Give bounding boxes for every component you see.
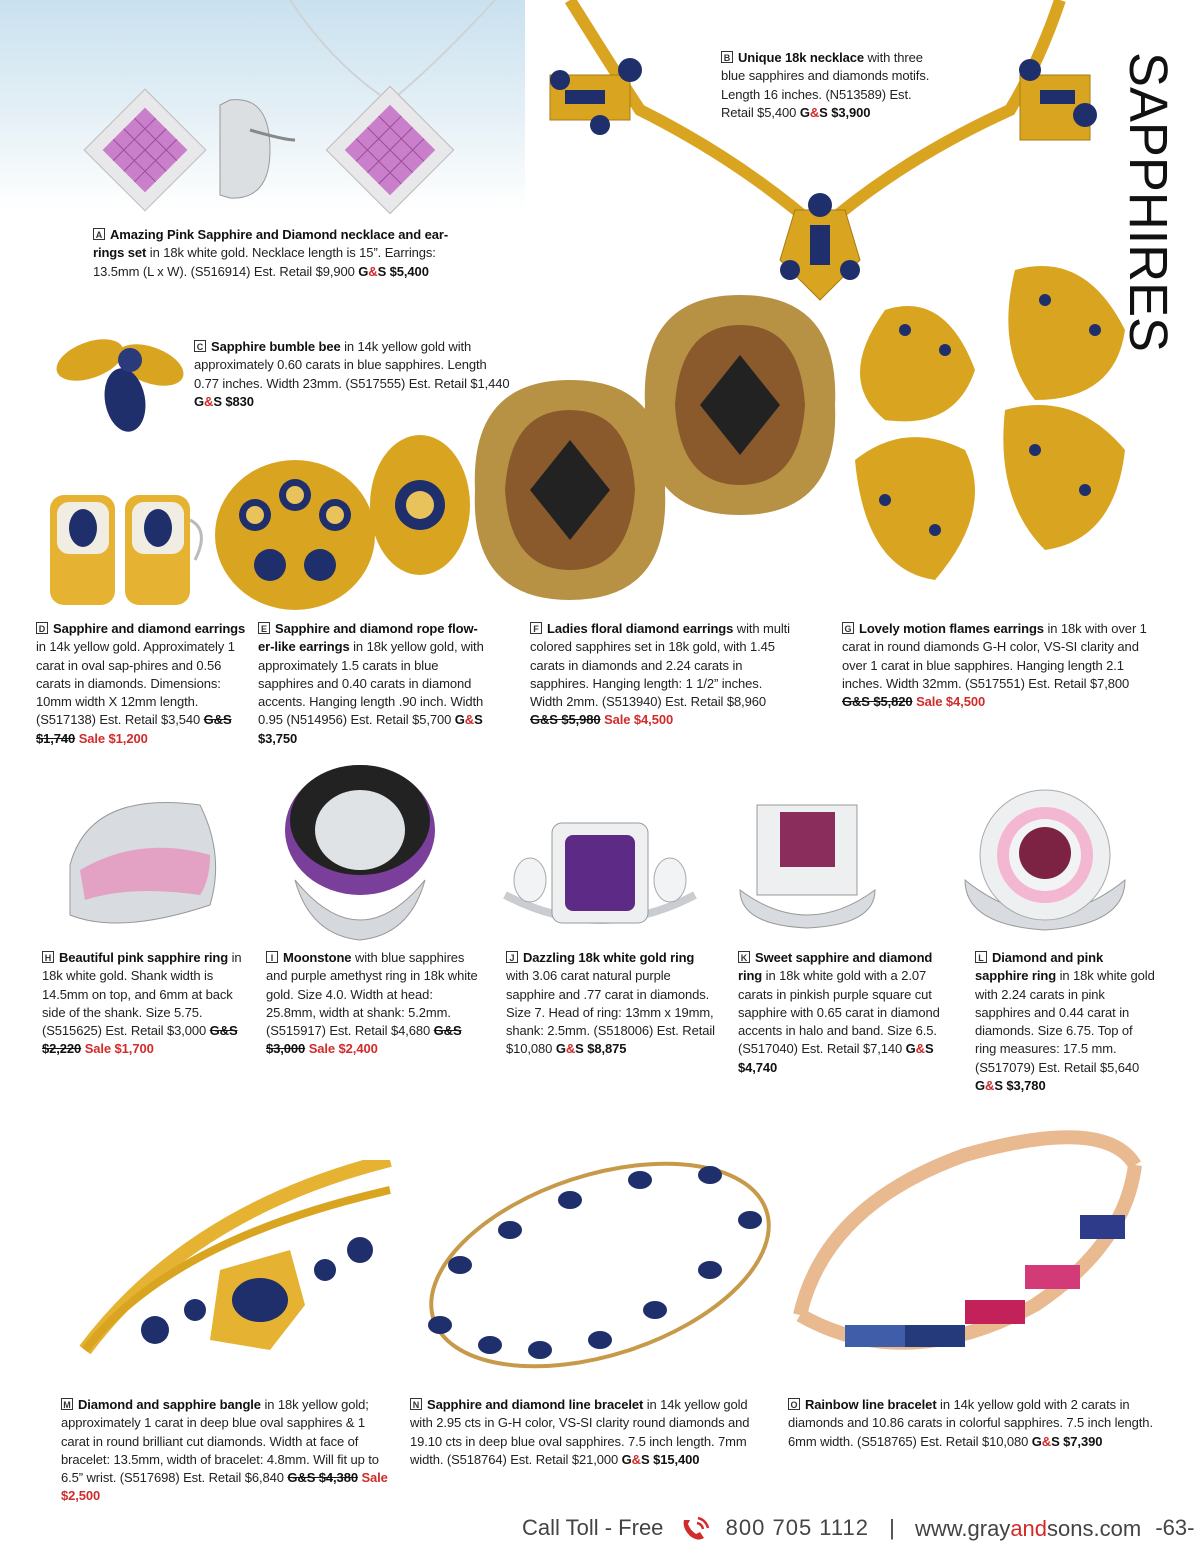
item-name: Sweet sapphire and diamond ring xyxy=(738,950,933,984)
item-description: in 14k yellow gold with 2 carats in diamonds and 10.86 carats in colorful sapphires. 7.5 inch length. 6mm width. (S518765) Est. Retail $10,080 xyxy=(788,1397,1153,1449)
side-title-text: SAPPHIRES xyxy=(1118,52,1178,362)
item-name: Sapphire and diamond rope flow-er-like earrings xyxy=(258,621,478,655)
item-a-caption xyxy=(93,226,473,281)
gs-label: G&S xyxy=(621,1451,650,1467)
item-letter: G xyxy=(842,622,854,634)
item-letter: C xyxy=(194,340,206,352)
old-price: G&S $4,380 xyxy=(287,1470,358,1486)
motion-flames-earrings-image xyxy=(825,250,1145,610)
item-price: $3,780 xyxy=(1006,1078,1046,1094)
item-price: $7,390 xyxy=(1063,1433,1103,1449)
item-d-caption xyxy=(36,620,248,748)
item-description: in 14k yellow gold. Approximately 1 carat in oval sap-phires and 0.56 carats in diamonds. Dimensions: 10mm width X 12mm length. (S517138) Est. Retail $3,540 xyxy=(36,639,235,728)
purple-sapphire-ring-image xyxy=(500,815,700,935)
item-price: $8,875 xyxy=(587,1041,627,1057)
item-description: with 3.06 carat natural purple sapphire and .77 carat in diamonds. Size 7. Head of ring: 13mm x 19mm, shank: 2.5mm. (S518006) Est. Retail $10,080 xyxy=(506,968,715,1057)
item-price: $830 xyxy=(225,393,254,409)
item-name: Moonstone xyxy=(283,950,352,965)
gs-label: G&S xyxy=(454,712,483,728)
item-description: in 14k yellow gold with 2.95 cts in G-H color, VS-SI clarity round diamonds and 19.10 cts in deep blue oval sapphires. 7.5 inch length. 7mm width. (S518764) Est. Retail $21,000 xyxy=(410,1397,750,1467)
item-name: Ladies floral diamond earrings xyxy=(547,621,734,636)
item-description: in 18k yellow gold; approximately 1 carat in deep blue oval sapphires & 1 carat in round brilliant cut diamonds. Width at face of bracelet: 13.5mm, width of bracelet: 4.8mm. Will fit up to 6.5” wrist. (S517698) Est. Retail $6,840 xyxy=(61,1397,379,1486)
item-letter: D xyxy=(36,622,48,634)
old-price: G&S $1,740 xyxy=(36,712,232,746)
rainbow-line-bracelet-image xyxy=(785,1125,1150,1375)
old-price: G&S $3,000 xyxy=(266,1023,462,1057)
item-letter: O xyxy=(788,1398,800,1410)
moonstone-ring-image xyxy=(280,760,440,945)
sale-price: Sale $1,700 xyxy=(84,1041,154,1057)
item-name: Beautiful pink sapphire ring xyxy=(59,950,229,965)
item-letter: L xyxy=(975,951,987,963)
item-letter: K xyxy=(738,951,750,963)
item-j-caption xyxy=(506,949,718,1059)
item-letter: I xyxy=(266,951,278,963)
item-description: in 14k yellow gold with approximately 0.60 carats in blue sapphires. Length 0.77 inches. Width 23mm. (S517555) Est. Retail $1,440 xyxy=(194,339,510,391)
item-k-caption xyxy=(738,949,950,1077)
old-price: G&S $5,820 xyxy=(842,694,913,710)
gs-label: G&S xyxy=(194,393,222,409)
item-n-caption xyxy=(410,1396,772,1469)
gs-label: G&S xyxy=(1031,1433,1060,1449)
item-description: with blue sapphires and purple amethyst ring in 18k white gold. Size 4.0. Width at head: 25.8mm, width at shank: 5.2mm. (S515917) Est. Retail $4,680 xyxy=(266,950,478,1039)
item-f-caption xyxy=(530,620,792,730)
sale-price: Sale $4,500 xyxy=(604,712,674,728)
item-c-caption xyxy=(194,338,514,411)
item-letter: J xyxy=(506,951,518,963)
item-g-caption xyxy=(842,620,1158,711)
side-title xyxy=(1118,52,1178,372)
pink-sapphire-ring-image xyxy=(60,795,230,940)
old-price: G&S $5,980 xyxy=(530,712,601,728)
item-name: Dazzling 18k white gold ring xyxy=(523,950,695,965)
item-l-caption xyxy=(975,949,1155,1095)
sapphire-bee-image xyxy=(50,315,190,445)
item-name: Diamond and sapphire bangle xyxy=(78,1397,261,1412)
old-price: G&S $2,220 xyxy=(42,1023,238,1057)
item-description: in 18k with over 1 carat in round diamonds G-H color, VS-SI clarity and over 1 carat in blue sapphires. Hanging length 2.1 inches. Width 32mm. (S517551) Est. Retail $7,800 xyxy=(842,621,1147,691)
item-price: $15,400 xyxy=(653,1451,700,1467)
item-letter: B xyxy=(721,51,733,63)
item-price: $3,900 xyxy=(831,104,871,120)
sale-price: Sale $2,400 xyxy=(308,1041,378,1057)
item-description: in 18k white gold with a 2.07 carats in pinkish purple square cut sapphire with 0.65 carat in diamond accents in halo and band. Size 6.5. (S517040) Est. Retail $7,140 xyxy=(738,968,940,1057)
phone-icon xyxy=(678,1514,714,1542)
page-footer xyxy=(522,1514,1194,1544)
rope-flower-earrings-image xyxy=(215,425,475,615)
item-description: in 18k yellow gold, with approximately 1.5 carats in blue sapphires and 0.40 carats in diamond accents. Hanging length .90 inch. Width 0.95 (N514956) Est. Retail $5,700 xyxy=(258,639,484,728)
gs-label: G&S xyxy=(975,1078,1003,1094)
item-o-caption xyxy=(788,1396,1166,1451)
item-description: in 18k white gold with 2.24 carats in pink sapphires and 0.44 carat in diamonds. Size 6.75. Top of ring measures: 17.5 mm. (S517079) Est. Retail $5,640 xyxy=(975,968,1155,1075)
item-name: Sapphire and diamond line bracelet xyxy=(427,1397,644,1412)
gs-label: G&S xyxy=(799,104,828,120)
item-description: with three blue sapphires and diamonds motifs. Length 16 inches. (N513589) Est. Retail $5,400 xyxy=(721,50,930,120)
gs-label: G&S xyxy=(555,1041,584,1057)
sale-price: Sale $2,500 xyxy=(61,1470,388,1504)
item-m-caption xyxy=(61,1396,389,1506)
item-name: Lovely motion flames earrings xyxy=(859,621,1044,636)
item-price: $5,400 xyxy=(389,263,429,279)
item-h-caption xyxy=(42,949,248,1059)
item-letter: F xyxy=(530,622,542,634)
item-description: in 18k white gold. Shank width is 14.5mm on top, and 6mm at back side of the shank. Size 5.75. (S515625) Est. Retail $3,000 xyxy=(42,950,242,1039)
item-price: $4,740 xyxy=(738,1059,778,1075)
phone-number[interactable]: 800 705 1112 xyxy=(725,1515,869,1541)
item-name: Amazing Pink Sapphire and Diamond necklace and ear-rings set xyxy=(93,227,449,261)
floral-diamond-earrings-image xyxy=(470,290,840,610)
page-number: -63- xyxy=(1155,1515,1195,1541)
footer-divider: | xyxy=(889,1515,895,1541)
pink-sapphire-set-image xyxy=(80,0,520,215)
gs-label: G&S xyxy=(358,263,387,279)
item-price: $3,750 xyxy=(258,730,298,746)
item-i-caption xyxy=(266,949,484,1059)
item-letter: M xyxy=(61,1398,73,1410)
item-e-caption xyxy=(258,620,490,748)
item-name: Sapphire and diamond earrings xyxy=(53,621,246,636)
item-letter: A xyxy=(93,228,105,240)
sapphire-line-bracelet-image xyxy=(410,1150,790,1380)
sapphire-diamond-earrings-image xyxy=(45,490,215,610)
sapphire-bangle-image xyxy=(70,1160,420,1380)
item-b-caption xyxy=(721,49,941,122)
item-letter: N xyxy=(410,1398,422,1410)
item-description: in 18k white gold. Necklace length is 15”. Earrings: 13.5mm (L x W). (S516914) Est. Retail $9,900 xyxy=(93,245,436,279)
call-label: Call Toll - Free xyxy=(522,1515,664,1541)
sale-price: Sale $4,500 xyxy=(916,694,986,710)
item-name: Unique 18k necklace xyxy=(738,50,864,65)
item-name: Rainbow line bracelet xyxy=(805,1397,937,1412)
square-sapphire-ring-image xyxy=(735,800,880,935)
item-name: Sapphire bumble bee xyxy=(211,339,341,354)
website-link[interactable]: www.grayandsons.com xyxy=(914,1515,1142,1541)
item-letter: E xyxy=(258,622,270,634)
item-letter: H xyxy=(42,951,54,963)
item-description: with multi colored sapphires set in 18k gold, with 1.45 carats in diamonds and 2.24 carats in sapphires. Hanging length: 1 1/2” inches. Width 2mm. (S513940) Est. Retail $8,960 xyxy=(530,621,790,710)
sale-price: Sale $1,200 xyxy=(78,730,148,746)
halo-pink-sapphire-ring-image xyxy=(960,785,1130,935)
item-name: Diamond and pink sapphire ring xyxy=(975,950,1104,984)
gs-label: G&S xyxy=(905,1041,934,1057)
